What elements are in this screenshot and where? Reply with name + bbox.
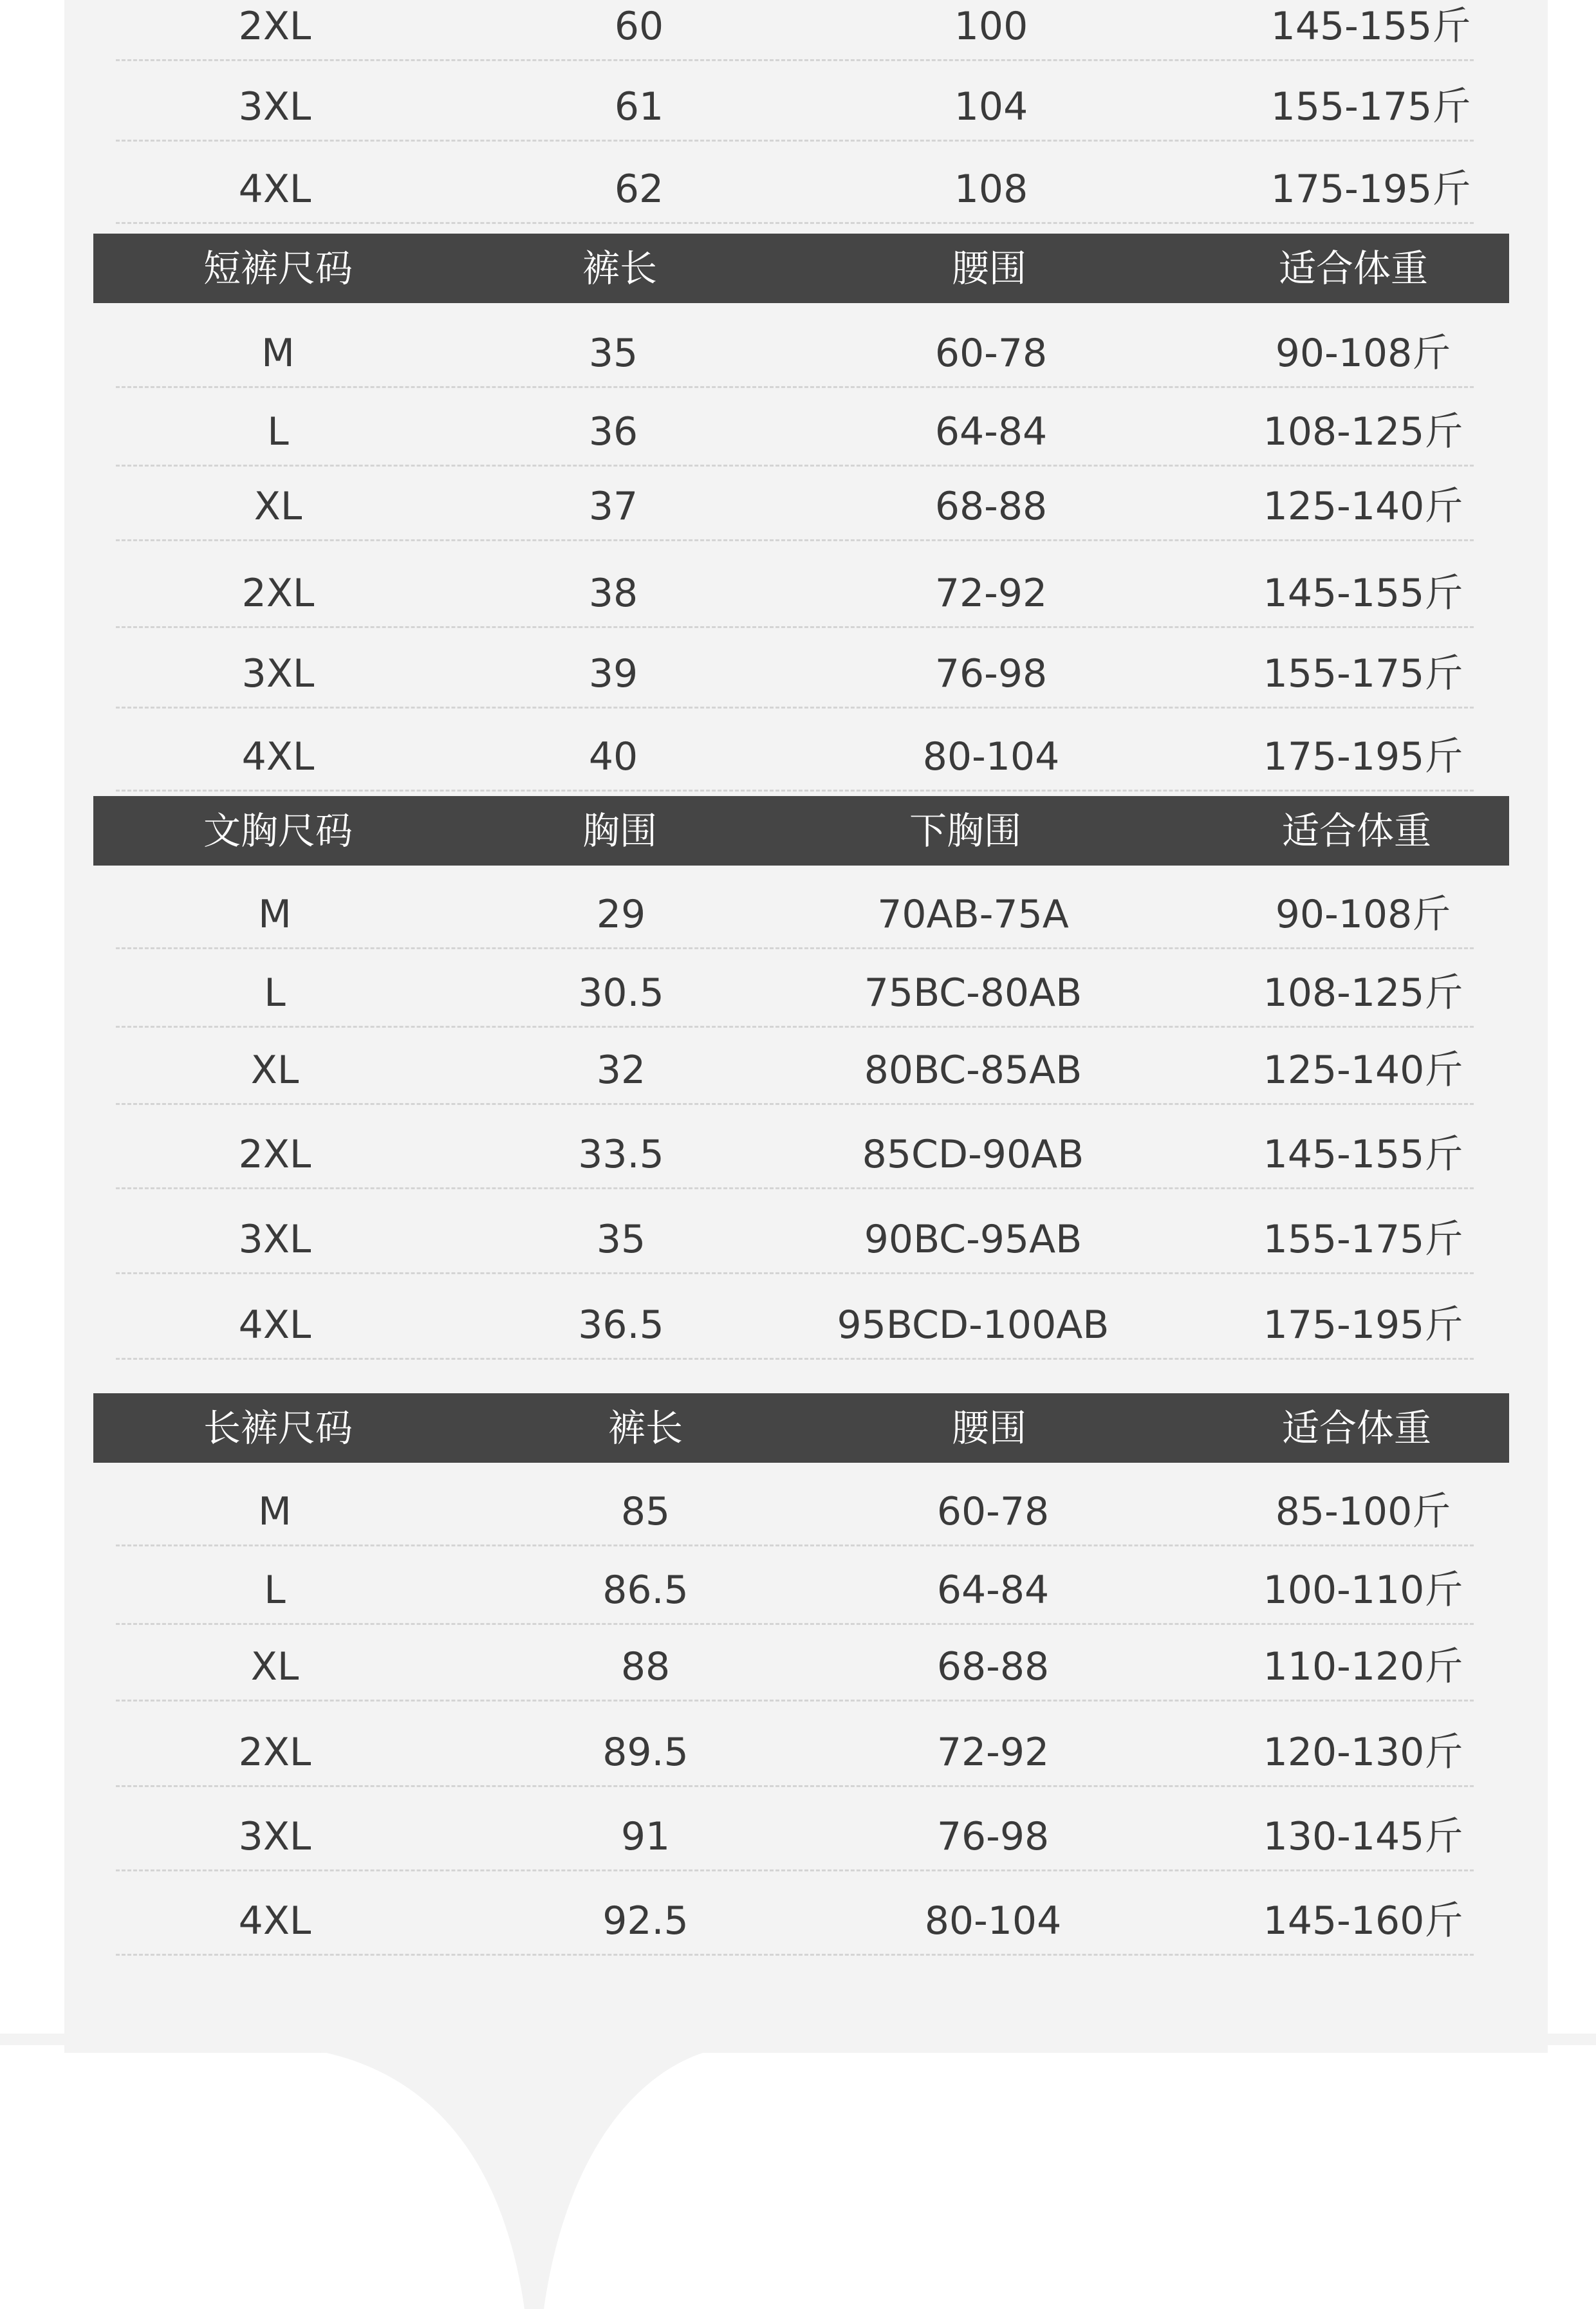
table-cell: 35 [588,331,638,376]
header-cell: 裤长 [608,1406,683,1450]
table-cell: 32 [596,1048,646,1093]
table-cell: 76-98 [936,1814,1050,1859]
table-cell: 155-175斤 [1270,84,1471,129]
table-cell: 85-100斤 [1275,1489,1451,1534]
table-cell: M [261,331,295,376]
row-divider [116,1103,1474,1105]
table-cell: 29 [596,892,646,937]
table-cell: 3XL [241,651,315,696]
header-cell: 腰围 [951,1406,1027,1450]
table-cell: L [264,970,286,1015]
table-cell: 91 [620,1814,671,1859]
table-cell: 36 [588,409,638,454]
table-cell: 37 [588,484,638,529]
table-cell: 38 [588,571,638,616]
row-divider [116,1187,1474,1189]
table-header [93,1393,1509,1463]
table-cell: 86.5 [602,1568,689,1613]
header-cell: 裤长 [582,246,658,290]
table-cell: 175-195斤 [1263,734,1463,779]
table-cell: 33.5 [578,1132,664,1177]
table-cell: 89.5 [602,1730,689,1775]
table-cell: 175-195斤 [1270,167,1471,212]
table-cell: 72-92 [934,571,1048,616]
header-cell: 长裤尺码 [203,1406,353,1450]
row-divider [116,790,1474,792]
table-cell: 4XL [238,1898,311,1943]
table-cell: 125-140斤 [1263,1048,1463,1093]
table-cell: 85CD-90AB [862,1132,1084,1177]
row-divider [116,1272,1474,1274]
row-divider [116,140,1474,142]
table-cell: 68-88 [934,484,1048,529]
table-cell: 85 [620,1489,671,1534]
table-cell: 120-130斤 [1263,1730,1463,1775]
row-divider [116,1623,1474,1625]
table-cell: 104 [954,84,1028,129]
table-cell: 95BCD-100AB [837,1303,1109,1348]
table-cell: 88 [620,1644,671,1689]
table-cell: 145-155斤 [1263,1132,1463,1177]
row-divider [116,539,1474,541]
table-cell: 61 [614,84,664,129]
row-divider [116,707,1474,709]
table-cell: 92.5 [602,1898,689,1943]
table-cell: XL [250,1048,299,1093]
table-cell: 2XL [238,4,311,49]
table-cell: L [264,1568,286,1613]
table-cell: 3XL [238,1814,311,1859]
table-cell: 125-140斤 [1263,484,1463,529]
table-cell: 2XL [238,1132,311,1177]
table-cell: 108-125斤 [1263,409,1463,454]
table-cell: 62 [614,167,664,212]
table-cell: 75BC-80AB [864,970,1082,1015]
header-cell: 下胸围 [909,809,1022,853]
table-cell: 80BC-85AB [864,1048,1082,1093]
table-cell: 3XL [238,84,311,129]
row-divider [116,1544,1474,1546]
header-cell: 腰围 [951,246,1027,290]
table-cell: 64-84 [936,1568,1050,1613]
row-divider [116,1954,1474,1956]
table-cell: 145-155斤 [1263,571,1463,616]
header-cell: 短裤尺码 [203,246,353,290]
table-cell: 108 [954,167,1028,212]
table-cell: 145-160斤 [1263,1898,1463,1943]
table-cell: 155-175斤 [1263,651,1463,696]
table-cell: 39 [588,651,638,696]
table-cell: 60-78 [934,331,1048,376]
table-cell: M [258,892,292,937]
table-cell: 64-84 [934,409,1048,454]
table-cell: 90BC-95AB [864,1217,1082,1262]
decorative-curve [0,2034,1596,2309]
table-cell: 90-108斤 [1275,331,1451,376]
table-cell: 40 [588,734,638,779]
table-cell: XL [250,1644,299,1689]
table-cell: 60-78 [936,1489,1050,1534]
table-cell: 4XL [238,167,311,212]
table-cell: XL [254,484,302,529]
row-divider [116,1785,1474,1787]
table-cell: 80-104 [924,1898,1062,1943]
table-cell: 90-108斤 [1275,892,1451,937]
row-divider [116,947,1474,949]
table-cell: 130-145斤 [1263,1814,1463,1859]
table-cell: 60 [614,4,664,49]
table-cell: 108-125斤 [1263,970,1463,1015]
table-cell: 72-92 [936,1730,1050,1775]
row-divider [116,386,1474,388]
table-cell: 100 [954,4,1028,49]
header-cell: 胸围 [582,809,658,853]
table-cell: 4XL [238,1303,311,1348]
header-cell: 适合体重 [1281,1406,1432,1450]
row-divider [116,1869,1474,1871]
table-cell: L [267,409,289,454]
row-divider [116,59,1474,61]
row-divider [116,626,1474,628]
table-cell: 70AB-75A [877,892,1069,937]
table-header [93,234,1509,303]
table-cell: 68-88 [936,1644,1050,1689]
table-cell: 100-110斤 [1263,1568,1463,1613]
table-cell: 2XL [241,571,315,616]
header-cell: 适合体重 [1281,809,1432,853]
table-cell: 80-104 [922,734,1060,779]
table-cell: 110-120斤 [1263,1644,1463,1689]
table-cell: 4XL [241,734,315,779]
table-cell: 36.5 [578,1303,664,1348]
table-cell: 155-175斤 [1263,1217,1463,1262]
table-cell: 35 [596,1217,646,1262]
row-divider [116,1700,1474,1702]
row-divider [116,222,1474,224]
table-cell: 30.5 [578,970,664,1015]
table-cell: 3XL [238,1217,311,1262]
row-divider [116,1026,1474,1028]
table-cell: 76-98 [934,651,1048,696]
header-cell: 适合体重 [1278,246,1429,290]
header-cell: 文胸尺码 [203,809,353,853]
row-divider [116,1358,1474,1360]
row-divider [116,465,1474,467]
table-cell: M [258,1489,292,1534]
table-cell: 2XL [238,1730,311,1775]
table-cell: 145-155斤 [1270,4,1471,49]
table-cell: 175-195斤 [1263,1303,1463,1348]
table-header [93,796,1509,866]
